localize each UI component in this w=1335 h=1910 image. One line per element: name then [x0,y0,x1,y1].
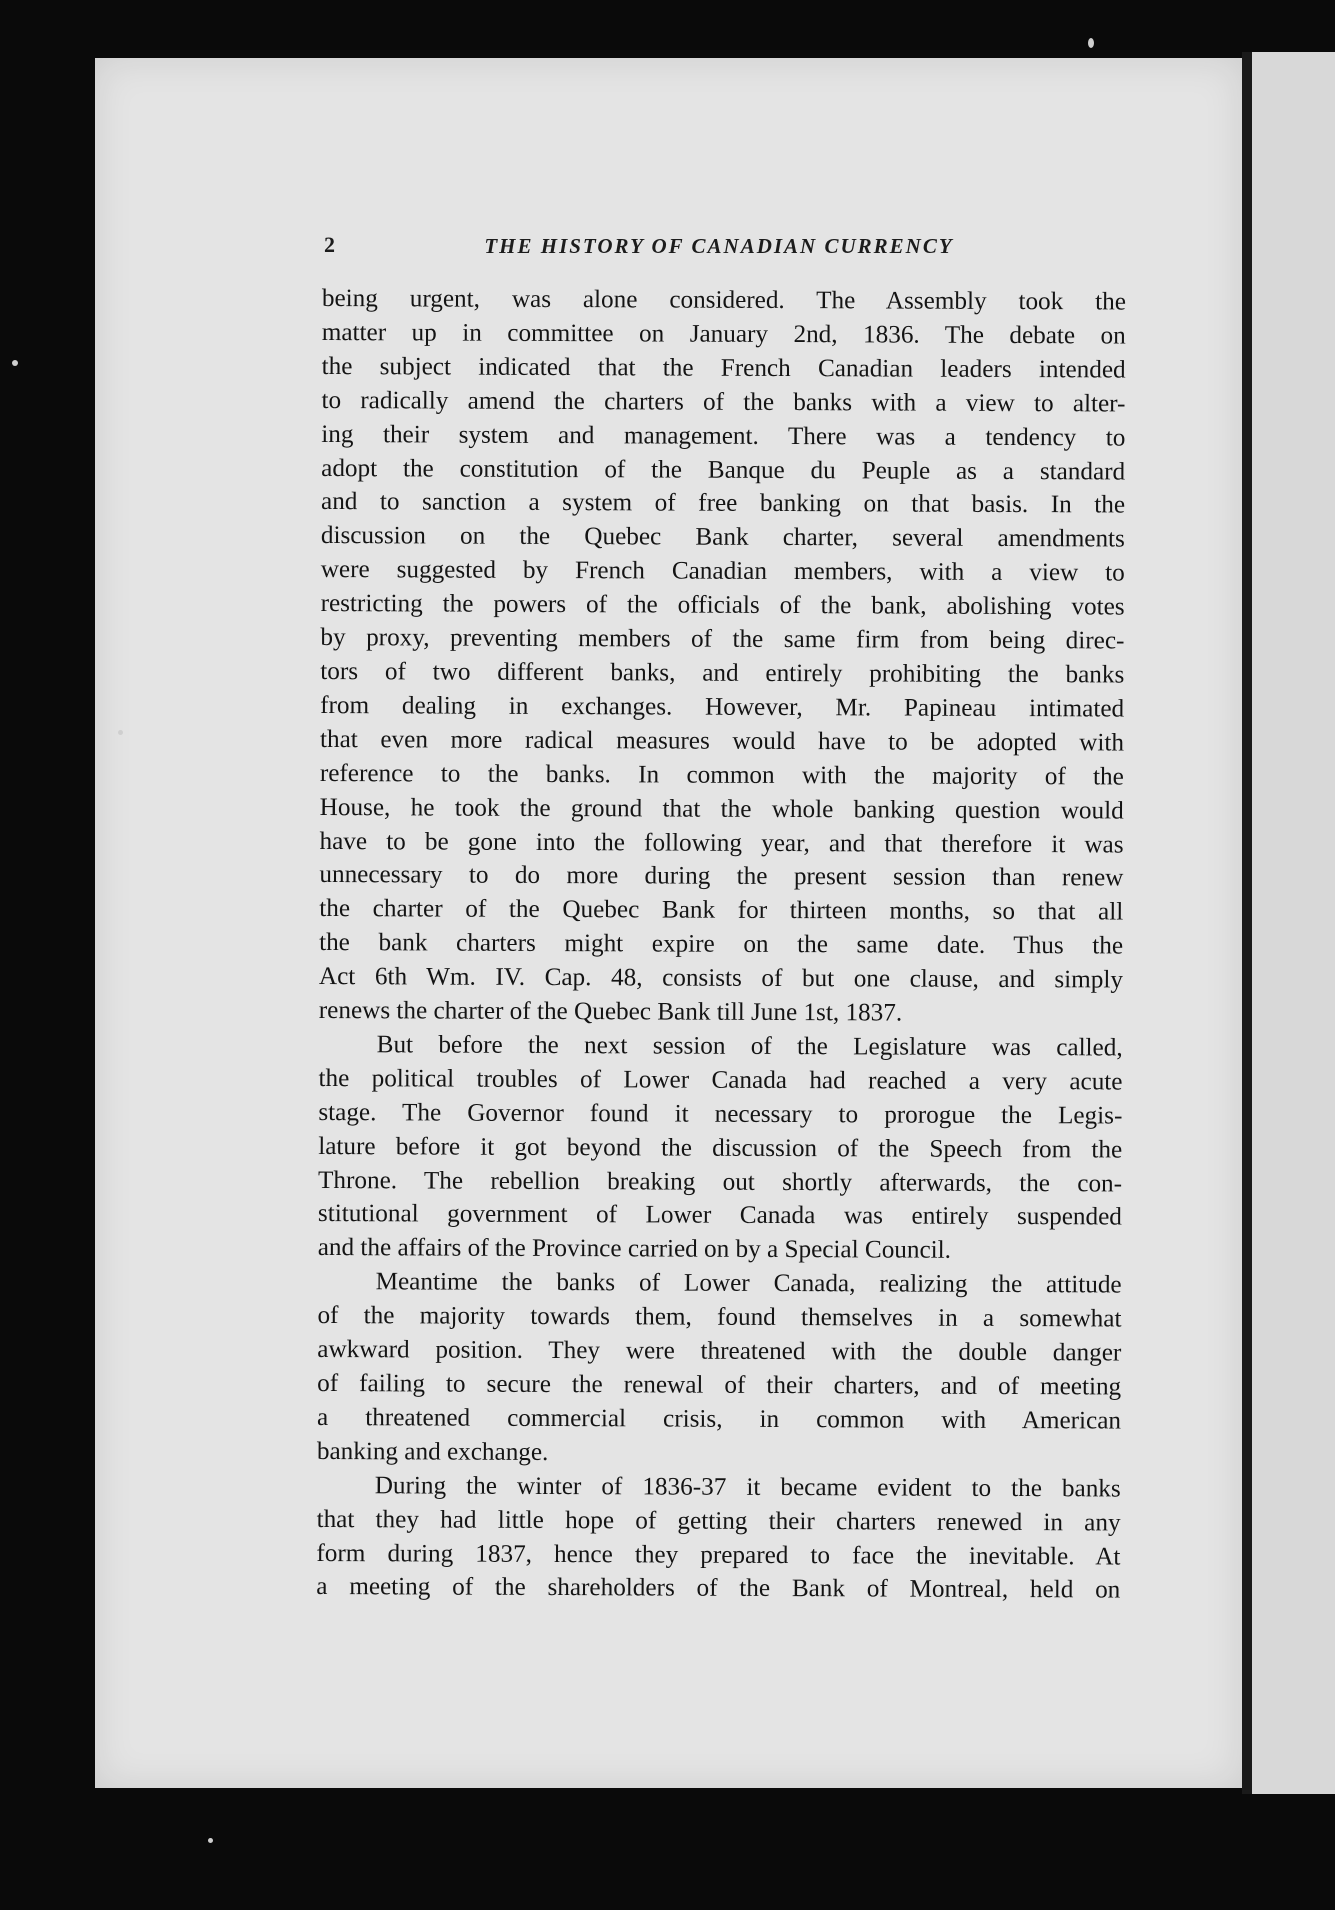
text-line: banking and exchange. [316,1437,549,1466]
body-text [316,282,1126,1608]
text-line: lature before it got beyond the discussion of the Speech from the [318,1132,1123,1164]
paragraph [319,282,1126,1031]
text-line: tors of two different banks, and entirely prohibiting the banks [320,657,1125,689]
text-line: of the majority towards them, found themselves in a somewhat [317,1302,1122,1333]
paragraph [316,1469,1121,1608]
page-number: 2 [324,232,335,257]
adjacent-page-edge [1252,52,1335,1794]
text-line: form during 1837, hence they prepared to face the inevitable. At [316,1539,1121,1571]
text-line: During the winter of 1836-37 it became evident to the banks [374,1471,1121,1503]
text-line: stage. The Governor found it necessary to prorogue the Legis- [318,1098,1123,1130]
text-line: matter up in committee on January 2nd, 1836. The debate on [321,318,1126,350]
text-line: House, he took the ground that the whole banking question would [319,793,1124,825]
text-line: that they had little hope of getting their charters renewed in any [316,1505,1121,1537]
text-line: of failing to secure the renewal of their charters, and of meeting [317,1369,1122,1401]
text-line: the subject indicated that the French Canadian leaders intended [321,352,1126,384]
text-line: Throne. The rebellion breaking out shortly afterwards, the con- [318,1166,1123,1198]
text-line: restricting the powers of the officials of the bank, abolishing votes [320,590,1125,621]
text-line: being urgent, was alone considered. The Assembly took the [321,284,1126,316]
scan-speck [12,360,18,366]
paragraph [318,1028,1123,1269]
scan-speck [118,730,123,735]
text-line: awkward position. They were threatened with the double danger [317,1336,1122,1367]
running-header [324,230,1114,264]
running-title: THE HISTORY OF CANADIAN CURRENCY [484,234,954,258]
text-line: reference to the banks. In common with the majority of the [319,759,1124,791]
text-line: the charter of the Quebec Bank for thirteen months, so that all [319,895,1124,926]
text-line: to radically amend the charters of the banks with a view to alter- [321,386,1126,418]
text-line: stitutional government of Lower Canada was entirely suspended [317,1200,1122,1231]
paragraph [317,1265,1122,1472]
text-line: a threatened commercial crisis, in common with American [316,1403,1122,1435]
text-line: unnecessary to do more during the present session than renew [319,861,1124,892]
text-line: that even more radical measures would have to be adopted with [319,725,1125,757]
text-line: the bank charters might expire on the same date. Thus the [319,929,1124,960]
text-line: were suggested by French Canadian members, with a view to [320,556,1125,587]
text-line: have to be gone into the following year, and that therefore it was [319,827,1124,859]
text-line: discussion on the Quebec Bank charter, several amendments [320,522,1125,553]
text-line: from dealing in exchanges. However, Mr. Papineau intimated [320,691,1125,723]
text-line: by proxy, preventing members of the same firm from being direc- [320,624,1125,655]
text-line: and the affairs of the Province carried on by a Special Council. [317,1234,952,1265]
text-line: a meeting of the shareholders of the Bank of Montreal, held on [316,1573,1121,1604]
text-line: But before the next session of the Legislature was called, [376,1031,1123,1062]
text-line: renews the charter of the Quebec Bank till June 1st, 1837. [318,997,903,1027]
text-line: adopt the constitution of the Banque du Peuple as a standard [321,454,1126,486]
scan-speck [208,1838,213,1843]
text-line: ing their system and management. There was a tendency to [321,420,1126,452]
text-line: Meantime the banks of Lower Canada, realizing the attitude [375,1268,1122,1299]
text-line: and to sanction a system of free banking on that basis. In the [320,488,1126,519]
text-line: the political troubles of Lower Canada had reached a very acute [318,1064,1123,1096]
scan-speck [1088,38,1094,48]
text-line: Act 6th Wm. IV. Cap. 48, consists of but one clause, and simply [318,963,1124,994]
page-gutter [1242,52,1252,1794]
